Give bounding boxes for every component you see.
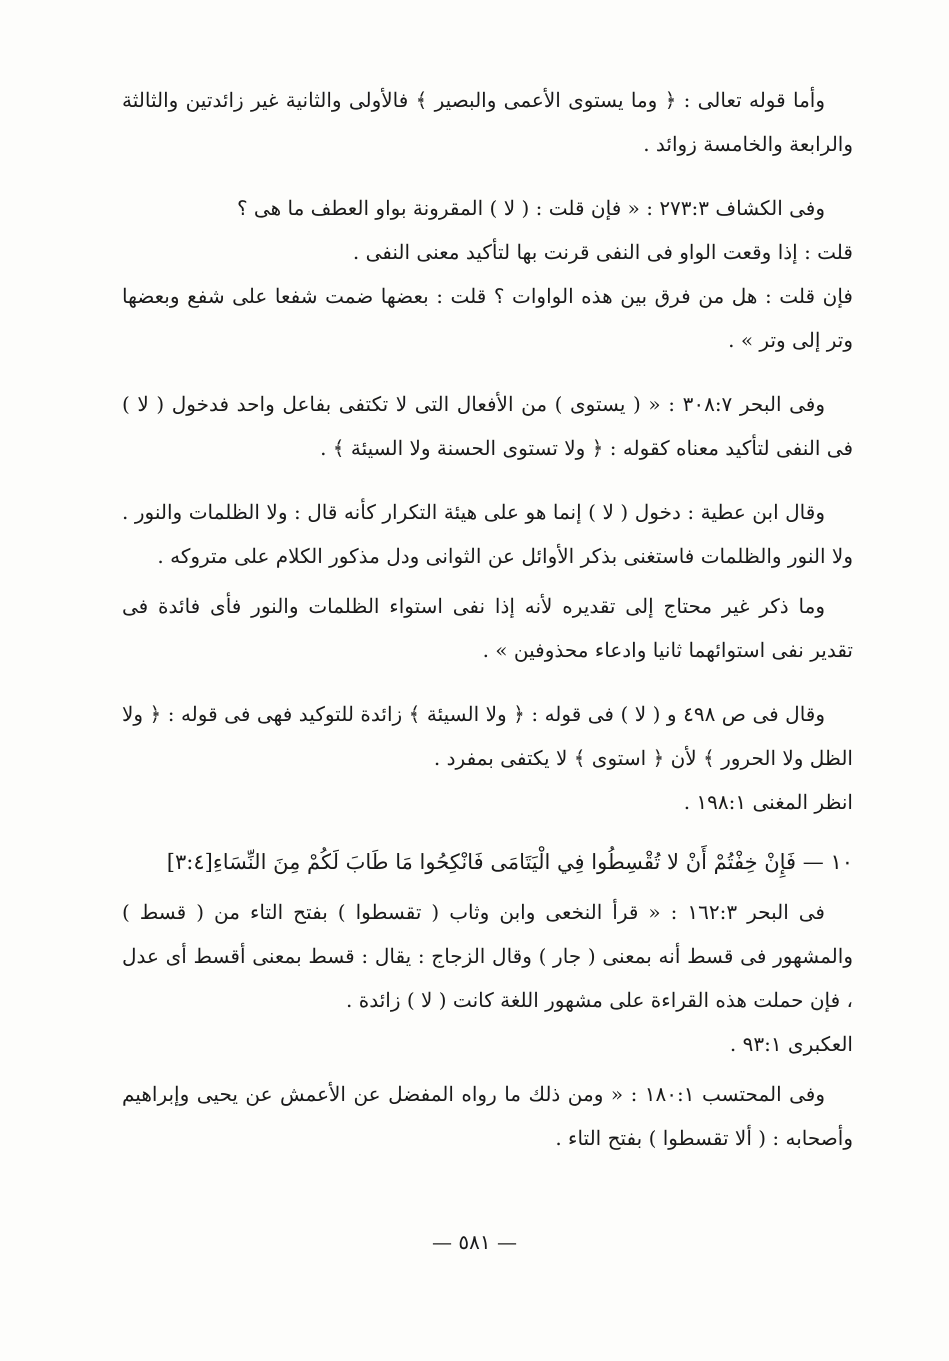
paragraph-muhtasab: وفى المحتسب ١٨٠:١ : « ومن ذلك ما رواه المفضل عن الأعمش عن يحيى وإبراهيم وأصحابه : ( ألا تقسطوا ) بفتح التاء . [122,1082,853,1150]
paragraph-bahr-1: وفى البحر ٣٠٨:٧ : « ( يستوى ) من الأفعال التى لا تكتفى بفاعل واحد فدخول ( لا ) فى النفى لتأكيد معناه كقوله : ﴿ ولا تستوى الحسنة ولا السيئة ﴾ . [122,392,853,460]
paragraph-ibn-atiyya: وقال ابن عطية : دخول ( لا ) إنما هو على هيئة التكرار كأنه قال : ولا الظلمات والنور . ولا النور والظلمات فاستغنى بذكر الأوائل عن الثوانى ودل مذكور الكلام على متروكه . [122,500,853,568]
paragraph-kashshaf-intro: وأما قوله تعالى : ﴿ وما يستوى الأعمى والبصير ﴾ فالأولى والثانية غير زائدتين والثالثة والرابعة والخامسة زوائد . [122,88,853,156]
paragraph-mughni-ref: انظر المغنى ١٩٨:١ . [683,790,853,814]
page-number: — ٥٨١ — [432,1230,517,1254]
paragraph-bahr-3: فى البحر ١٦٢:٣ : « قرأ النخعى وابن وثاب ( تقسطوا ) بفتح التاء من ( قسط ) والمشهور فى قسط أنه بمعنى ( جار ) وقال الزجاج : يقال : قسط بمعنى أقسط أى عدل ، فإن حملت هذه القراءة على مشهور اللغة كانت ( لا ) زائدة . [122,900,853,1012]
paragraph-bahr-2: وقال فى ص ٤٩٨ و ( لا ) فى قوله : ﴿ ولا السيئة ﴾ زائدة للتوكيد فهى فى قوله : ﴿ ولا الظل ولا الحرور ﴾ لأن ﴿ استوى ﴾ لا يكتفى بمفرد . [122,702,853,770]
paragraph-refutation: وما ذكر غير محتاج إلى تقديره لأنه إذا نفى استواء الظلمات والنور فأى فائدة فى تقدير نفى استوائهما ثانيا وادعاء محذوفين » . [122,594,853,662]
paragraph-ukbari-ref: العكبرى ٩٣:١ . [729,1032,853,1056]
paragraph-kashshaf-answer: قلت : إذا وقعت الواو فى النفى قرنت بها لتأكيد معنى النفى . [352,240,853,264]
paragraph-kashshaf-question: وفى الكشاف ٢٧٣:٣ : « فإن قلت : ( لا ) المقرونة بواو العطف ما هى ؟ [236,196,825,220]
paragraph-kashshaf-followup: فإن قلت : هل من فرق بين هذه الواوات ؟ قلت : بعضها ضمت شفعا على شفع وبعضها وتر إلى وتر » . [122,284,853,352]
page-body [122,78,853,1160]
quran-verse-heading: ١٠ — فَإِنْ خِفْتُمْ أَنْ لا تُقْسِطُوا فِي الْيَتَامَى فَانْكِحُوا مَا طَابَ لَكُمْ مِنَ النِّسَاءِ[٣:٤] [166,850,853,874]
